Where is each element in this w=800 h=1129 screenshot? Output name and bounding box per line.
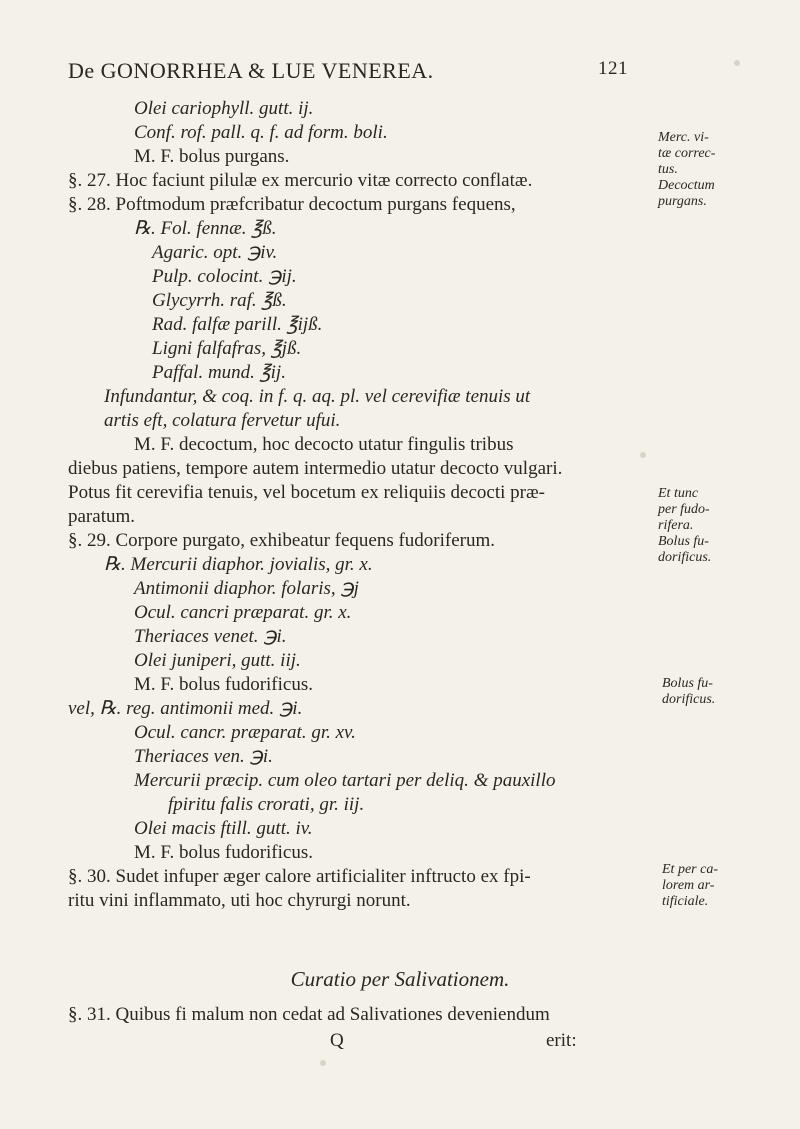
paper-spot (320, 1060, 326, 1066)
text-line: ℞. Fol. fennæ. ℥ß. (134, 218, 277, 239)
text-line: Olei cariophyll. gutt. ij. (134, 98, 314, 119)
text-line: Theriaces venet. ℈i. (134, 626, 287, 647)
margin-note-line: tæ correc- (658, 146, 716, 161)
text-line: paratum. (68, 506, 136, 527)
text-line: §. 28. Poftmodum præfcribatur decoctum purgans fequens, (68, 194, 516, 215)
margin-note-line: lorem ar- (662, 878, 715, 893)
margin-note-line: dorificus. (658, 550, 712, 565)
margin-note-line: dorificus. (662, 692, 716, 707)
text-line: vel, ℞. reg. antimonii med. ℈i. (68, 698, 303, 719)
text-line: Olei macis ftill. gutt. iv. (134, 818, 313, 839)
text-line: M. F. bolus purgans. (134, 146, 290, 167)
text-line: diebus patiens, tempore autem intermedio utatur decocto vulgari. (68, 458, 563, 479)
margin-note-line: per fudo- (658, 502, 710, 517)
margin-note (662, 862, 718, 910)
text-line: Antimonii diaphor. folaris, ℈j (134, 578, 359, 599)
text-line: §. 27. Hoc faciunt pilulæ ex mercurio vitæ correcto conflatæ. (68, 170, 533, 191)
margin-note-line: Merc. vi- (658, 130, 709, 145)
text-line: Theriaces ven. ℈i. (134, 746, 273, 767)
margin-note-line: Bolus fu- (662, 676, 713, 691)
text-line: ℞. Mercurii diaphor. jovialis, gr. x. (104, 554, 373, 575)
text-line: Agaric. opt. ℈iv. (152, 242, 278, 263)
margin-note-line: rifera. (658, 518, 694, 533)
text-line: §. 29. Corpore purgato, exhibeatur fequens fudoriferum. (68, 530, 496, 551)
margin-note-line: Et per ca- (662, 862, 718, 877)
text-line: M. F. bolus fudorificus. (134, 842, 313, 863)
text-line: Paffal. mund. ℥ij. (152, 362, 286, 383)
text-line: Pulp. colocint. ℈ij. (152, 266, 297, 287)
text-line: Olei juniperi, gutt. iij. (134, 650, 301, 671)
text-line: Mercurii præcip. cum oleo tartari per deliq. & pauxillo (134, 770, 556, 791)
text-line: §. 31. Quibus fi malum non cedat ad Salivationes deveniendum (68, 1004, 550, 1025)
margin-note-line: tus. (658, 162, 678, 177)
margin-note (658, 486, 711, 566)
text-line: fpiritu falis crorati, gr. iij. (168, 794, 365, 815)
text-line: ritu vini inflammato, uti hoc chyrurgi norunt. (68, 890, 411, 911)
margin-note-line: Decoctum (658, 178, 715, 193)
signature-mark: Q (330, 1030, 344, 1051)
margin-note-line: purgans. (658, 194, 707, 209)
text-line: Conf. rof. pall. q. f. ad form. boli. (134, 122, 388, 143)
text-line: Ocul. cancri præparat. gr. x. (134, 602, 352, 623)
text-line: Potus fit cerevifia tenuis, vel bocetum ex reliquiis decocti præ- (68, 482, 545, 503)
page-number: 121 (598, 58, 628, 79)
text-line: Ligni falfafras, ℥jß. (152, 338, 302, 359)
text-line: Glycyrrh. raf. ℥ß. (152, 290, 287, 311)
text-line: Rad. falfæ parill. ℥ijß. (152, 314, 323, 335)
running-header (68, 58, 628, 84)
margin-note (662, 676, 715, 708)
margin-note-line: Bolus fu- (658, 534, 709, 549)
margin-note-line: tificiale. (662, 894, 709, 909)
text-line: Ocul. cancr. præparat. gr. xv. (134, 722, 356, 743)
paper-spot (734, 60, 740, 66)
text-line: M. F. bolus fudorificus. (134, 674, 313, 695)
text-line: §. 30. Sudet infuper æger calore artificialiter inftructo ex fpi- (68, 866, 531, 887)
text-line: Infundantur, & coq. in f. q. aq. pl. vel cerevifiæ tenuis ut (104, 386, 531, 407)
header-title: De GONORRHEA & LUE VENEREA. (68, 58, 434, 83)
section-title: Curatio per Salivationem. (290, 967, 510, 991)
margin-note-line: Et tunc (658, 486, 699, 501)
margin-note (658, 130, 715, 210)
text-line: M. F. decoctum, hoc decocto utatur fingulis tribus (134, 434, 514, 455)
text-line: artis eft, colatura fervetur ufui. (104, 410, 341, 431)
paper-spot (640, 452, 646, 458)
catchword: erit: (546, 1030, 577, 1051)
